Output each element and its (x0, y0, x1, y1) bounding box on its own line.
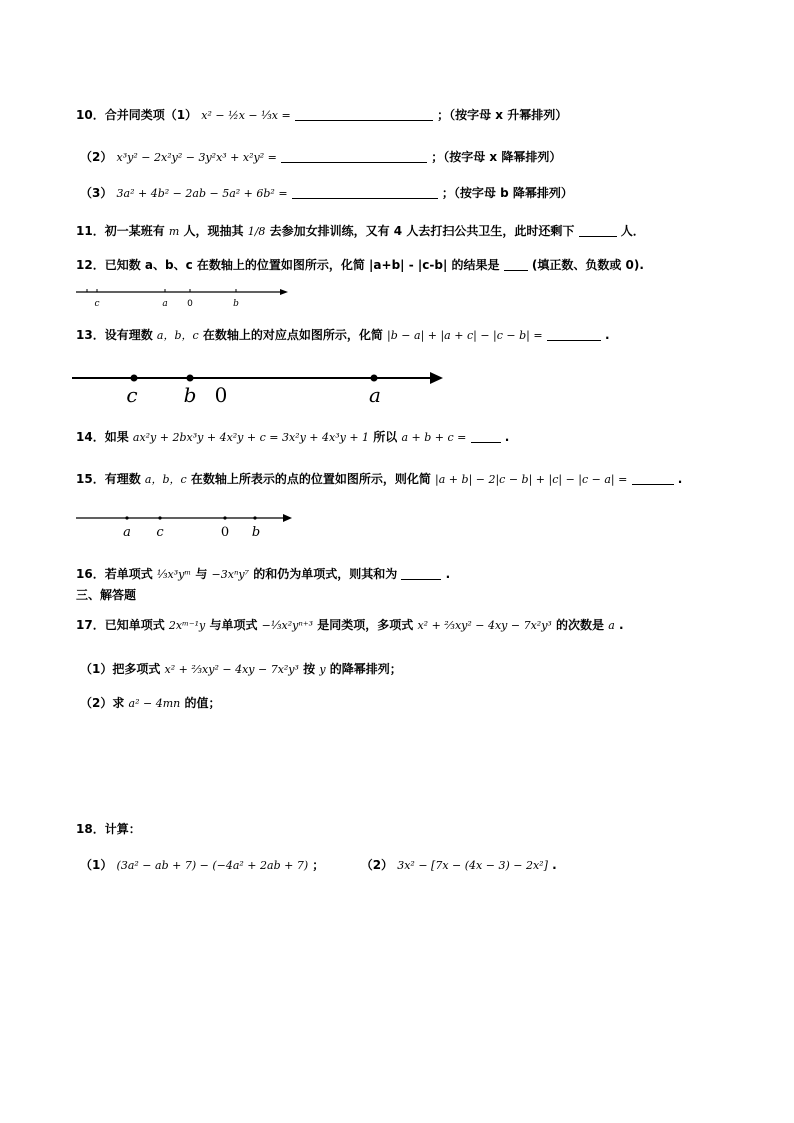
q13-expr: |b − a| + |a + c| − |c − b| = (387, 329, 543, 342)
q15-mid: 在数轴上所表示的点的位置如图所示，则化简 (190, 472, 431, 486)
q14-text: 14．如果 (76, 430, 129, 444)
q17-mid-2: 是同类项，多项式 (317, 618, 414, 632)
point-label: a (123, 525, 131, 540)
q15-expr: |a + b| − 2|c − b| + |c| − |c − a| = (435, 473, 628, 486)
q18-part-1-label: （1） (80, 858, 113, 872)
q12-end: (填正数、负数或 0). (531, 258, 644, 272)
q18-end: . (552, 858, 557, 872)
point-b (253, 516, 256, 519)
q13-mid: 在数轴上的对应点如图所示，化简 (202, 328, 383, 342)
q17-part-1-text: （1）把多项式 (80, 662, 161, 676)
q17-part-1-by: 按 (303, 662, 316, 676)
q17-dot: . (618, 618, 624, 632)
q18-expr-2: 3x² − [7x − (4x − 3) − 2x²] (397, 859, 548, 872)
q16-mid: 与 (195, 567, 208, 581)
point-label: 0 (220, 525, 230, 540)
q17-var: a (608, 619, 615, 632)
q10-expr-3: 3a² + 4b² − 2ab − 5a² + 6b² = (116, 187, 288, 200)
q16-end: . (445, 567, 451, 581)
q17-part-2-expr: a² − 4mn (128, 697, 181, 710)
q17-end: 的次数是 (556, 618, 605, 632)
q16-post: 的和仍为单项式，则其和为 (253, 567, 398, 581)
q16-text: 16．若单项式 (76, 567, 153, 581)
q14-mid: 所以 (373, 430, 398, 444)
q15-end: . (677, 472, 683, 486)
q14-expr-2: a + b + c = (401, 431, 467, 444)
q17-monomial-2: −⅓x²yⁿ⁺³ (261, 619, 314, 632)
point-label: b (183, 383, 197, 407)
q13-vars: a，b，c (156, 329, 199, 342)
q11-fraction: 1/8 (247, 225, 266, 238)
q13-end: . (604, 328, 610, 342)
q18-sep: ； (312, 858, 325, 872)
q10-note-2: ；（按字母 x 降幂排列） (431, 150, 562, 164)
q14-expr: ax²y + 2bx³y + 4x²y + c = 3x²y + 4x³y + 1 (132, 431, 370, 444)
point-label: a (162, 299, 168, 309)
point-label: c (126, 383, 138, 407)
point-zero (223, 516, 226, 519)
q17-polynomial: x² + ⅔xy² − 4xy − 7x²y³ (417, 619, 552, 632)
question-18-parts (80, 856, 557, 875)
q11-pre: 11．初一某班有 (76, 224, 165, 238)
answer-blank[interactable] (401, 567, 441, 580)
q10-expr-2: x³y² − 2x²y² − 3y²x³ + x²y² = (116, 151, 277, 164)
q17-text: 17．已知单项式 (76, 618, 165, 632)
q17-mid-1: 与单项式 (209, 618, 258, 632)
q10-note-1: ；（按字母 x 升幂排列） (437, 108, 568, 122)
q11-mid: 人，现抽其 (183, 224, 244, 238)
q11-post: 去参加女排训练，又有 4 人去打扫公共卫生，此时还剩下 (269, 224, 575, 238)
point-label: b (251, 525, 261, 540)
point-label: 0 (214, 383, 228, 407)
q17-part-2-end: 的值； (184, 696, 221, 710)
q14-end: . (504, 430, 510, 444)
q12-text: 12．已知数 a、b、c 在数轴上的位置如图所示，化简 |a+b| - |c-b| 的结果是 (76, 258, 500, 272)
q18-part-2-label: （2） (360, 858, 394, 872)
axis-arrow (283, 514, 292, 522)
point-label: a (369, 383, 381, 407)
question-17-part-2 (80, 694, 220, 713)
point-label: c (94, 299, 100, 309)
point-a (125, 516, 128, 519)
point-label: 0 (187, 299, 193, 309)
question-17-part-1 (80, 660, 402, 679)
section-heading: 三、解答题 (76, 588, 137, 602)
q11-var: m (168, 225, 180, 238)
q10-part-3-label: （3） (80, 186, 113, 200)
point-c (158, 516, 161, 519)
point-label: c (156, 525, 164, 540)
q17-part-1-end: 的降幂排列； (329, 662, 402, 676)
q13-text: 13．设有理数 (76, 328, 153, 342)
q17-monomial-1: 2xᵐ⁻¹y (168, 619, 206, 632)
question-16 (76, 565, 450, 584)
q15-vars: a，b，c (144, 473, 187, 486)
q11-end: 人． (620, 224, 645, 238)
q16-monomial-2: −3xⁿy⁷ (211, 568, 250, 581)
q10-lead: 10．合并同类项（1） (76, 108, 198, 122)
q10-part-2-label: （2） (80, 150, 113, 164)
q17-part-1-polynomial: x² + ⅔xy² − 4xy − 7x²y³ (164, 663, 299, 676)
q17-part-2-text: （2）求 (80, 696, 125, 710)
q10-expr-1: x² − ½x − ⅓x = (201, 109, 291, 122)
point-label: b (233, 299, 239, 309)
q15-text: 15．有理数 (76, 472, 141, 486)
question-17 (76, 616, 624, 635)
question-18: 18．计算： (76, 822, 141, 836)
q10-note-3: ；（按字母 b 降幂排列） (441, 186, 573, 200)
q18-expr-1: (3a² − ab + 7) − (−4a² + 2ab + 7) (116, 859, 309, 872)
q16-monomial-1: ⅓x³yᵐ (156, 568, 192, 581)
q17-part-1-var: y (319, 663, 326, 676)
